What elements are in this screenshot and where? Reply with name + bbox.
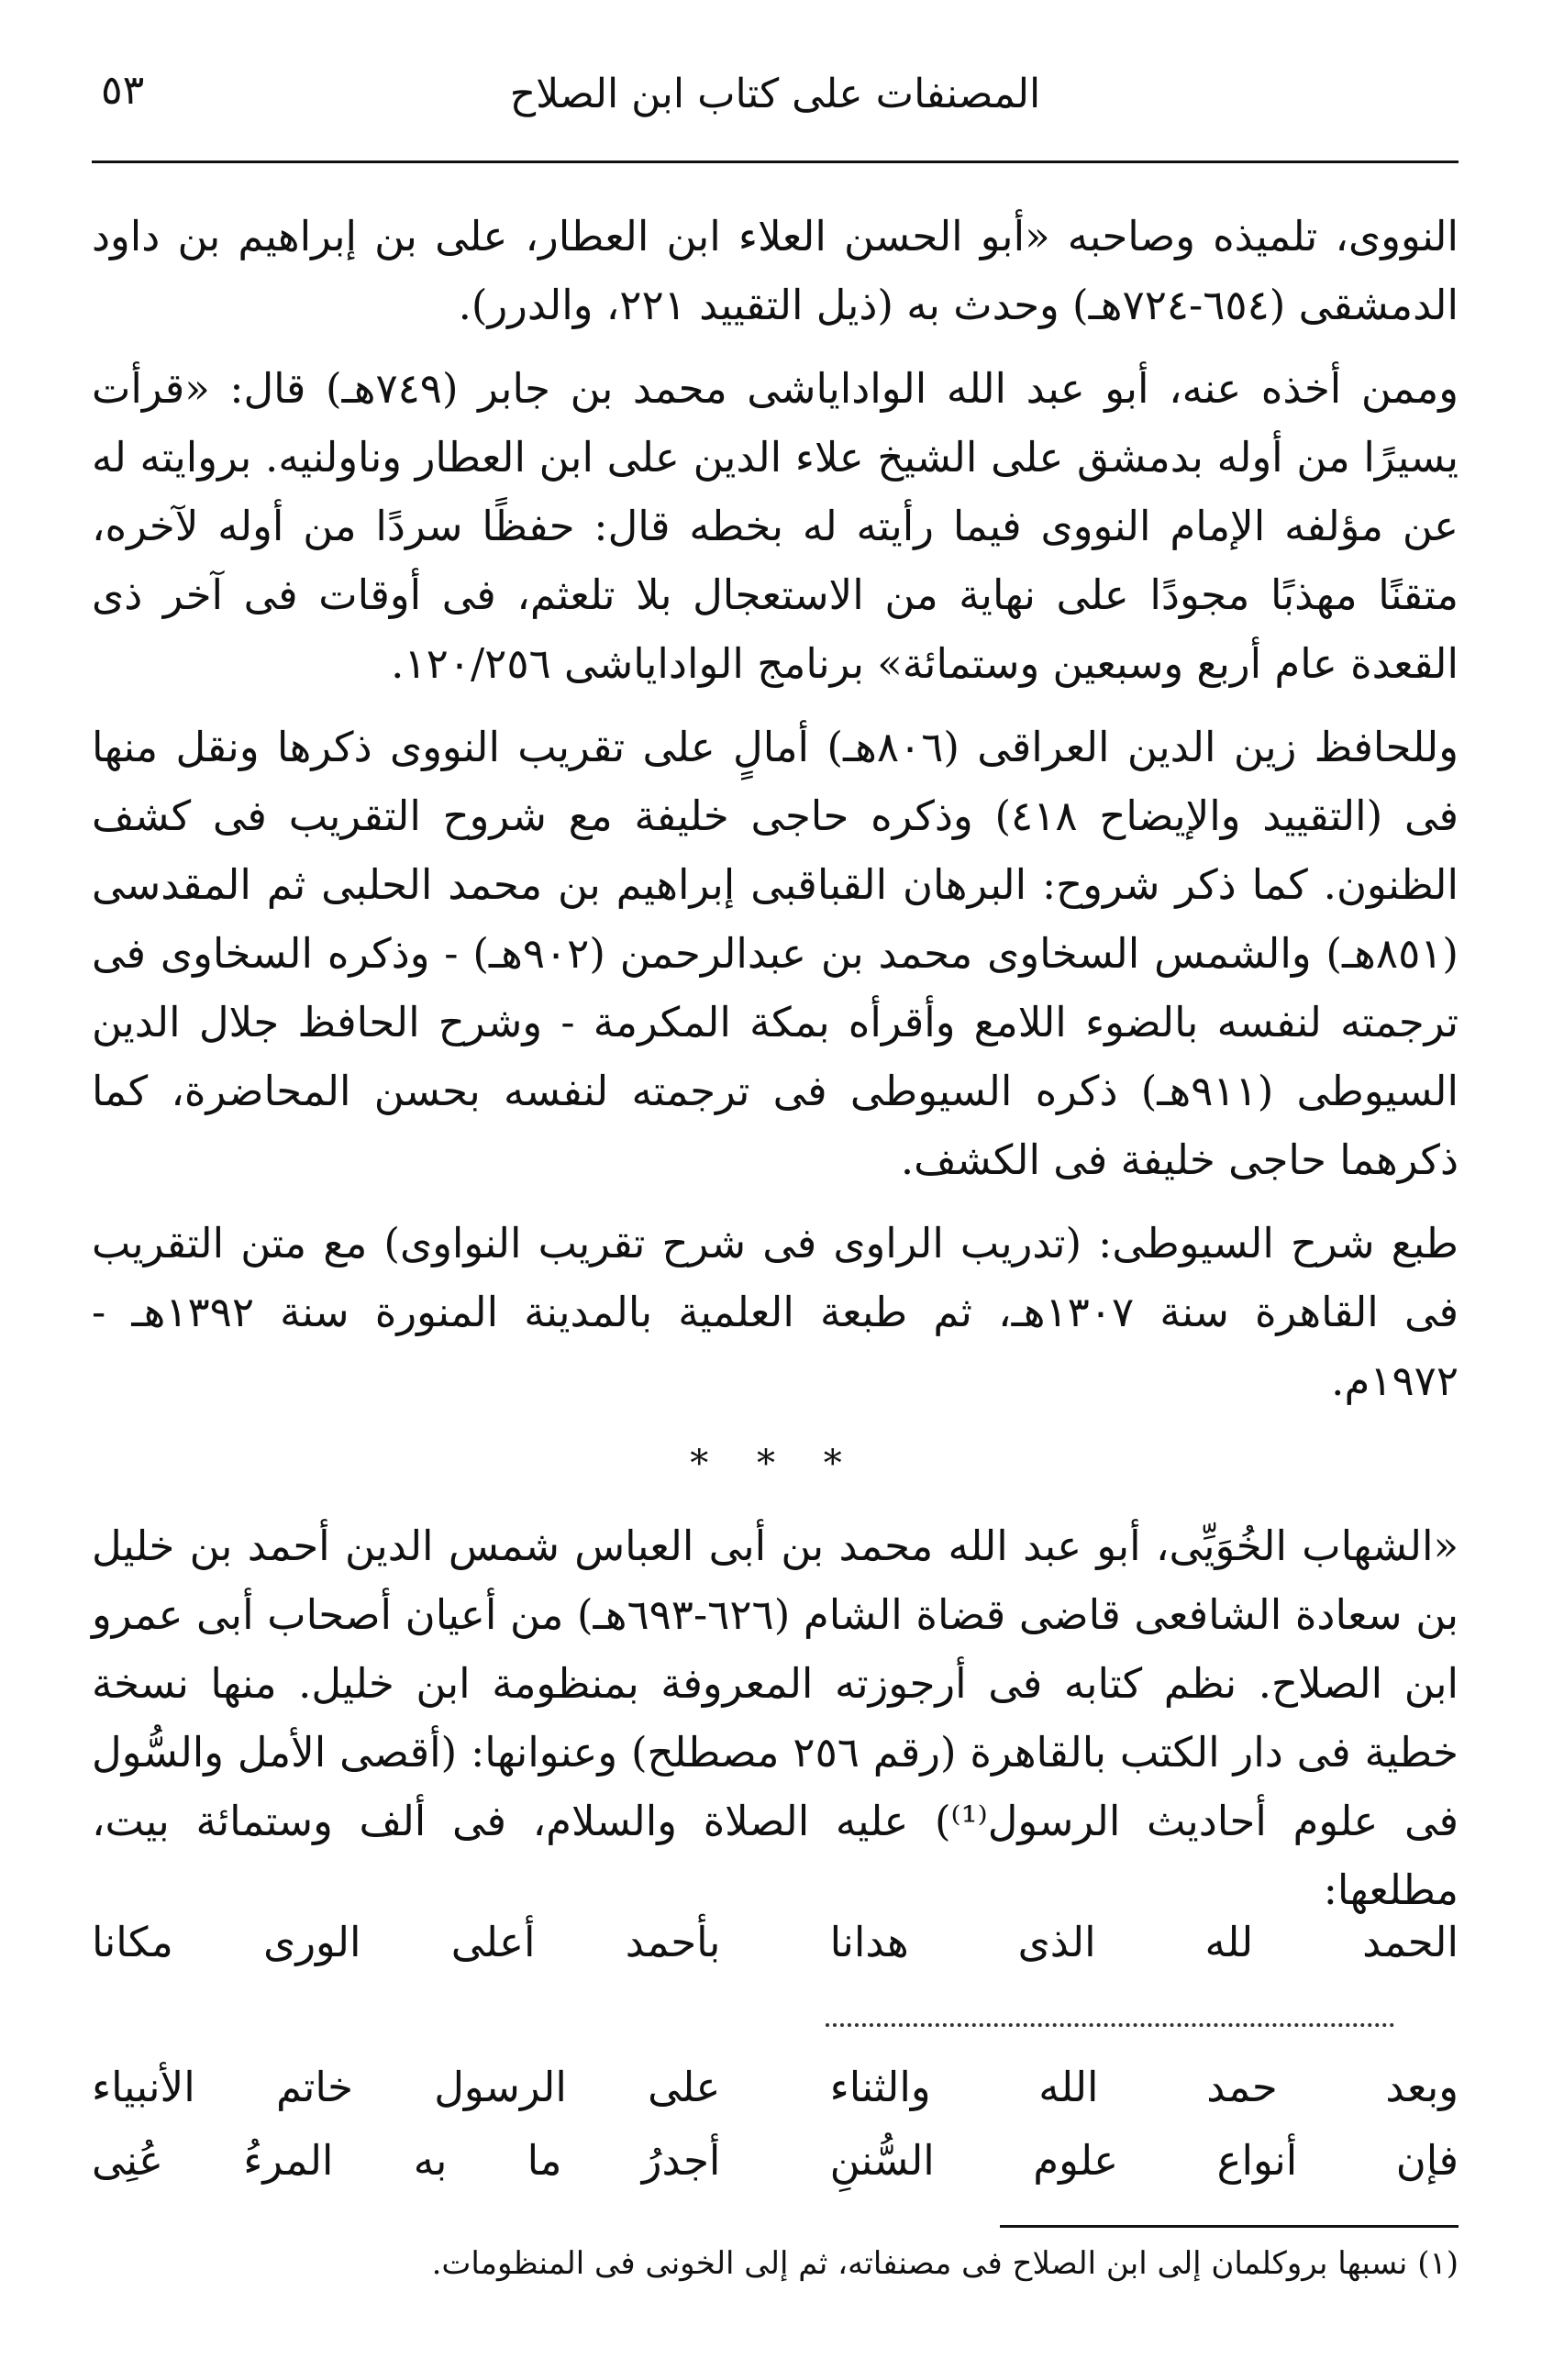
verse-block-bottom xyxy=(92,2051,1459,2197)
dotted-separator xyxy=(826,2023,1394,2027)
running-title: المصنفات على كتاب ابن الصلاح xyxy=(509,71,1041,117)
verse-second-hemistich: أجدرُ ما به المرءُ عُنِى xyxy=(92,2136,721,2185)
paragraph-5: «الشهاب الخُوَيِّى، أبو عبد الله محمد بن أبى العباس شمس الدين أحمد بن خليل بن سعادة الشافعى قاضى قضاة الشام (٦٢٦-٦٩٣هـ) من أعيان أصحاب أبى عمرو ابن الصلاح. نظم كتابه فى أرجوزته المعروفة بمنظومة ابن خليل. منها نسخة خطية فى دار الكتب بالقاهرة (رقم ٢٥٦ مصطلح) وعنوانها: (أقصى الأمل والسُّول فى علوم أحاديث الرسول⁽¹⁾) عليه الصلاة والسلام، فى ألف وستمائة بيت، مطلعها: xyxy=(92,1522,1459,1914)
verse-block-top xyxy=(92,1906,1459,1979)
paragraph-4: طبع شرح السيوطى: (تدريب الراوى فى شرح تقريب النواوى) مع متن التقريب فى القاهرة سنة ١٣٠٧هـ، ثم طبعة العلمية بالمدينة المنورة سنة ١٣٩٢هـ - ١٩٧٢م. xyxy=(92,1219,1459,1405)
footnote-rule xyxy=(1000,2225,1459,2228)
main-text xyxy=(92,202,1459,1939)
paragraph-2: وممن أخذه عنه، أبو عبد الله الواداياشى محمد بن جابر (٧٤٩هـ) قال: «قرأت يسيرًا من أوله بدمشق على الشيخ علاء الدين على ابن العطار وناولنيه. بروايته له عن مؤلفه الإمام النووى فيما رأيته له بخطه قال: حفظًا سردًا من أوله لآخره، متقنًا مهذبًا مجودًا على نهاية من الاستعجال بلا تلعثم، فى أوقات فى آخر ذى القعدة عام أربع وسبعين وستمائة» برنامج الواداياشى ١٢٠/٢٥٦. xyxy=(92,364,1459,688)
verse-second-hemistich: على الرسول خاتم الأنبياء xyxy=(92,2063,721,2111)
paragraph-3: وللحافظ زين الدين العراقى (٨٠٦هـ) أمالٍ على تقريب النووى ذكرها ونقل منها فى (التقييد والإيضاح ٤١٨) وذكره حاجى خليفة مع شروح التقريب فى كشف الظنون. كما ذكر شروح: البرهان القباقبى إبراهيم بن محمد الحلبى ثم المقدسى (٨٥١هـ) والشمس السخاوى محمد بن عبدالرحمن (٩٠٢هـ) - وذكره السخاوى فى ترجمته لنفسه بالضوء اللامع وأقرأه بمكة المكرمة - وشرح الحافظ جلال الدين السيوطى (٩١١هـ) ذكره السيوطى فى ترجمته لنفسه بحسن المحاضرة، كما ذكرهما حاجى خليفة فى الكشف. xyxy=(92,723,1459,1184)
footnote: (١) نسبها بروكلمان إلى ابن الصلاح فى مصنفاته، ثم إلى الخونى فى المنظومات. xyxy=(431,2245,1459,2282)
section-separator: * * * xyxy=(690,1443,860,1485)
verse-line xyxy=(92,2124,1459,2197)
verse-line xyxy=(92,2051,1459,2124)
verse-second-hemistich: بأحمد أعلى الورى مكانا xyxy=(92,1918,721,1966)
verse-first-hemistich: الحمد لله الذى هدانا xyxy=(829,1918,1459,1966)
paragraph-1: النووى، تلميذه وصاحبه «أبو الحسن العلاء ابن العطار، على بن إبراهيم بن داود الدمشقى (٦٥٤-٧٢٤هـ) وحدث به (ذيل التقييد ٢٢١، والدرر). xyxy=(92,212,1459,329)
page-header xyxy=(92,50,1459,163)
verse-line xyxy=(92,1906,1459,1979)
verse-first-hemistich: وبعد حمد الله والثناء xyxy=(829,2063,1459,2111)
page-number: ٥٣ xyxy=(101,67,145,114)
verse-first-hemistich: فإن أنواع علوم السُّننِ xyxy=(829,2136,1459,2185)
